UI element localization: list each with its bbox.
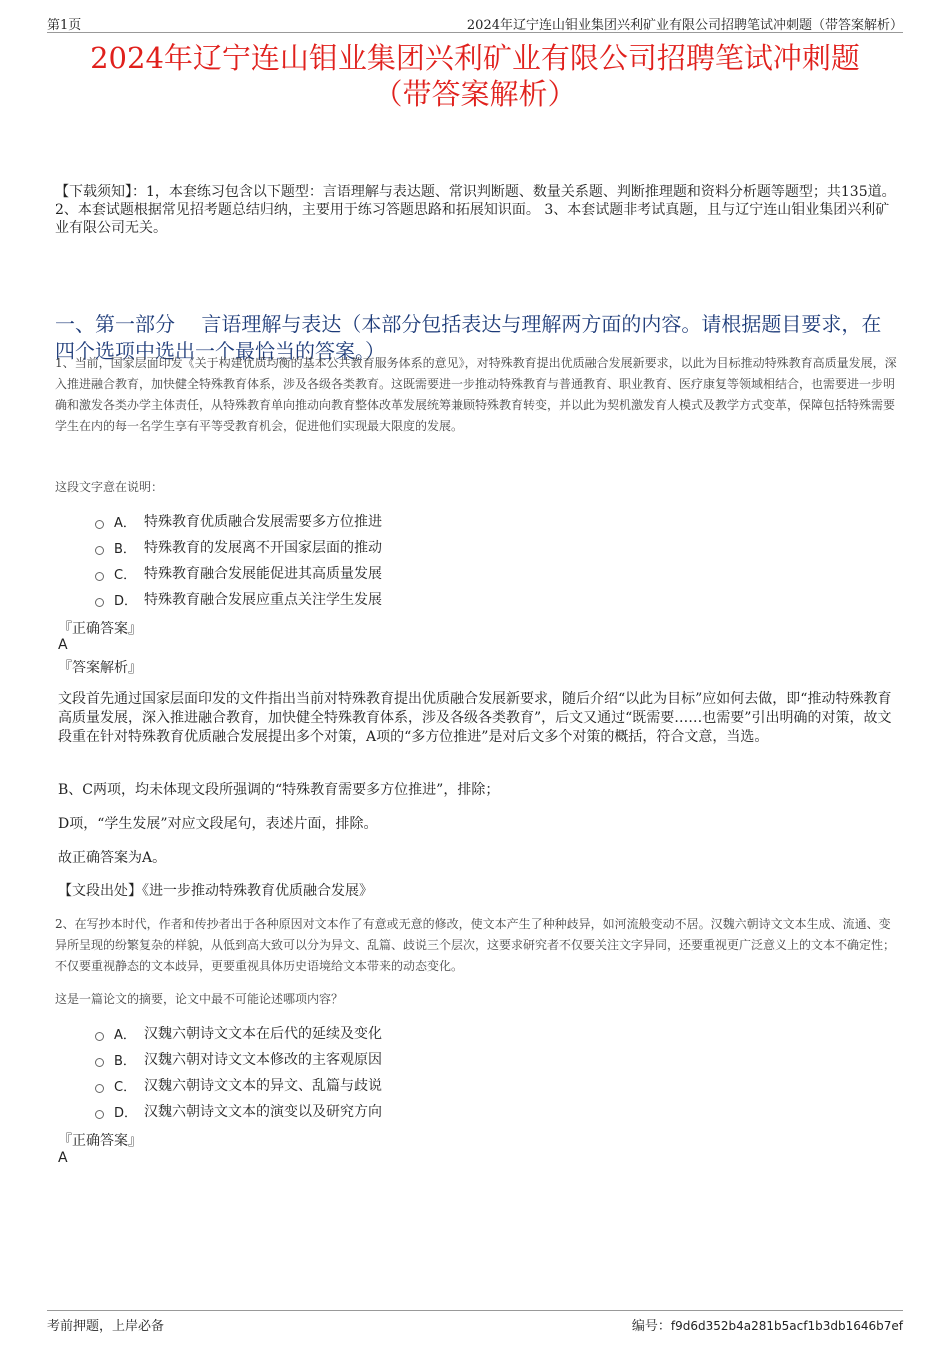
option-key: A． (114, 515, 136, 531)
radio-icon[interactable] (95, 598, 104, 607)
option-text: 特殊教育融合发展应重点关注学生发展 (144, 592, 382, 608)
radio-icon[interactable] (95, 520, 104, 529)
option-text: 特殊教育的发展离不开国家层面的推动 (144, 540, 382, 556)
page-header (47, 12, 903, 33)
radio-icon[interactable] (95, 1110, 104, 1119)
option-c[interactable] (95, 560, 382, 586)
analysis-label: 『答案解析』 (58, 660, 142, 676)
analysis-text: 文段首先通过国家层面印发的文件指出当前对特殊教育提出优质融合发展新要求，随后介绍“以此为目标”应如何去做，即“推动特殊教育高质量发展，深入推进融合教育，加快健全特殊教育体系，涉及各级各类教育”，后文又通过“既需要……也需要”引出明确的对策，故文段重在针对特殊教育优质融合发展提出多个对策，A项的“多方位推进”是对后文多个对策的概括，符合文意，当选。 (58, 691, 892, 745)
code-value: f9d6d352b4a281b5acf1b3db1646b7ef (670, 1319, 903, 1333)
option-text: 汉魏六朝诗文文本的演变以及研究方向 (144, 1104, 382, 1120)
option-key: A． (114, 1027, 136, 1043)
option-key: B． (114, 1053, 136, 1069)
option-a[interactable] (95, 508, 382, 534)
analysis-d: D项，“学生发展”对应文段尾句，表述片面，排除。 (58, 816, 378, 832)
question-1-passage: 1、当前，国家层面印发《关于构建优质均衡的基本公共教育服务体系的意见》，对特殊教育提出优质融合发展新要求，以此为目标推动特殊教育高质量发展，深入推进融合教育，加快健全特殊教育体系，涉及各级各类教育。这既需要进一步推动特殊教育与普通教育、职业教育、医疗康复等领域相结合，也需要进一步明确和激发各类办学主体责任，从特殊教育单向推动向教育整体改革发展统筹兼顾特殊教育转变，并以此为契机激发育人模式及教学方式变革，保障包括特殊需要学生在内的每一名学生享有平等受教育机会，促进他们实现最大限度的发展。 (55, 356, 897, 433)
section-heading: 一、第一部分 言语理解与表达（本部分包括表达与理解两方面的内容。请根据题目要求，在四个选项中选出一个最恰当的答案。） (55, 312, 882, 363)
code-label: 编号： (631, 1319, 671, 1334)
option-a[interactable] (95, 1020, 382, 1046)
option-key: C． (114, 567, 137, 583)
radio-icon[interactable] (95, 572, 104, 581)
question-1-stem: 这段文字意在说明： (55, 480, 164, 494)
question-2-passage: 2、在写抄本时代，作者和传抄者出于各种原因对文本作了有意或无意的修改，使文本产生了种种歧异，如河流般变动不居。汉魏六朝诗文文本生成、流通、变异所呈现的纷繁复杂的样貌，从低到高大致可以分为异文、乱篇、歧说三个层次，这要求研究者不仅要关注文字异同，还要重视更广泛意义上的文本不确定性；不仅要重视静态的文本歧异，更要重视具体历史语境给文本带来的动态变化。 (55, 917, 896, 973)
radio-icon[interactable] (95, 546, 104, 555)
option-b[interactable] (95, 1046, 382, 1072)
document-title (40, 40, 910, 112)
analysis-bc: B、C两项，均未体现文段所强调的“特殊教育需要多方位推进”，排除； (58, 782, 500, 798)
header-doc-title: 2024年辽宁连山钼业集团兴利矿业有限公司招聘笔试冲刺题（带答案解析） (466, 18, 903, 33)
option-d[interactable] (95, 586, 382, 612)
option-d[interactable] (95, 1098, 382, 1124)
footer-code (632, 1315, 903, 1334)
option-text: 特殊教育优质融合发展需要多方位推进 (144, 514, 382, 530)
passage-source: 【文段出处】《进一步推动特殊教育优质融合发展》 (58, 883, 373, 899)
title-line-1: 2024年辽宁连山钼业集团兴利矿业有限公司招聘笔试冲刺题 (90, 41, 860, 75)
option-text: 特殊教育融合发展能促进其高质量发展 (144, 566, 382, 582)
page-number: 第1页 (47, 18, 82, 33)
question-2-stem: 这是一篇论文的摘要，论文中最不可能论述哪项内容？ (55, 992, 344, 1006)
radio-icon[interactable] (95, 1032, 104, 1041)
download-notice: 【下载须知】：1，本套练习包含以下题型：言语理解与表达题、常识判断题、数量关系题、判断推理题和资料分析题等题型；共135道。 2、本套试题根据常见招考题总结归纳，主要用于练习答题思路和拓展知识面。 3、本套试题非考试真题，且与辽宁连山钼业集团兴利矿业有限公司无关。 (55, 184, 896, 236)
option-text: 汉魏六朝诗文文本的异文、乱篇与歧说 (144, 1078, 382, 1094)
question-1-options (95, 508, 382, 612)
radio-icon[interactable] (95, 1084, 104, 1093)
radio-icon[interactable] (95, 1058, 104, 1067)
option-text: 汉魏六朝对诗文文本修改的主客观原因 (144, 1052, 382, 1068)
page-footer (47, 1310, 903, 1333)
answer-value: A (58, 637, 68, 653)
option-c[interactable] (95, 1072, 382, 1098)
answer-label: 『正确答案』 (58, 621, 142, 637)
answer-value: A (58, 1150, 68, 1166)
analysis-final: 故正确答案为A。 (58, 850, 167, 866)
option-b[interactable] (95, 534, 382, 560)
footer-slogan: 考前押题，上岸必备 (47, 1319, 165, 1334)
option-key: C． (114, 1079, 137, 1095)
question-2-options (95, 1020, 382, 1124)
title-line-2: （带答案解析） (373, 77, 577, 111)
answer-label: 『正确答案』 (58, 1133, 142, 1149)
option-key: B． (114, 541, 136, 557)
option-text: 汉魏六朝诗文文本在后代的延续及变化 (144, 1026, 382, 1042)
option-key: D． (114, 1105, 138, 1121)
option-key: D． (114, 593, 138, 609)
